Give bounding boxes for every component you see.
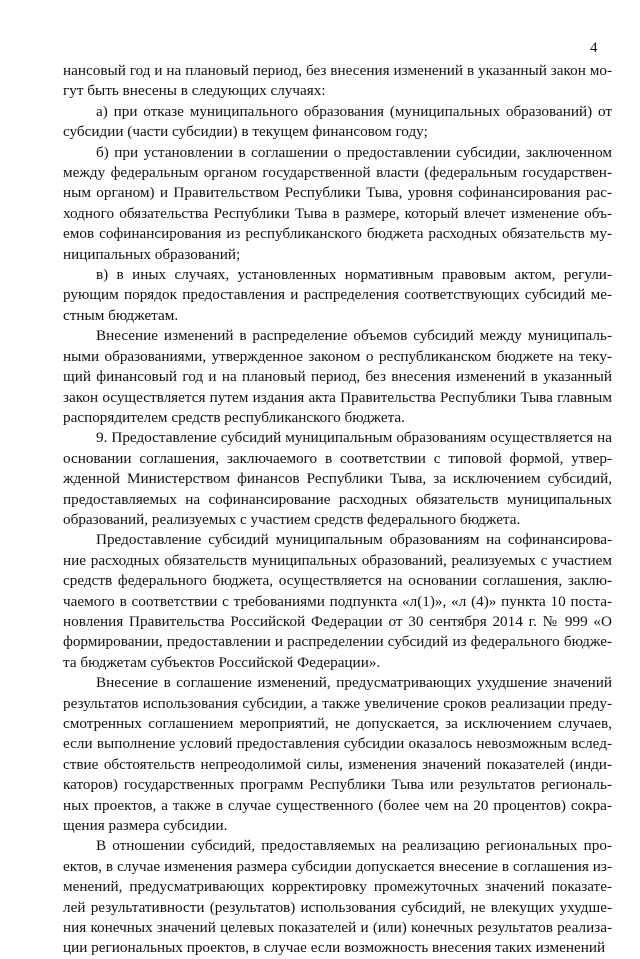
paragraph-federal-cofinancing: Предоставление субсидий муниципальным образованиям на софинансирование расходных обязательств муниципальных образований, реализуемых с участием средств федерального бюджета, осуществляется на основании соглашения, заключаемого в соответствии с требованиями подпункта «л(1)», «л (4)» пункта 10 постановления Правительства Российской Федерации от 30 сентября 2014 г. № 999 «О формировании, предоставлении и распределении субсидий из федерального бюджета бюджетам субъектов Российской Федерации». xyxy=(63,531,612,671)
paragraph-item-b: б) при установлении в соглашении о предоставлении субсидии, заключенном между федеральным органом государственной власти (федеральным государственным органом) и Правительством Республики Тыва, уровня софинансирования расходного обязательства Республики Тыва в размере, который влечет изменение объемов софинансирования из республиканского бюджета расходных обязательств муниципальных образований; xyxy=(63,143,612,263)
document-body xyxy=(63,61,612,959)
paragraph-item-v: в) в иных случаях, установленных нормативным правовым актом, регулирующим порядок предоставления и распределения соответствующих субсидий местным бюджетам. xyxy=(63,266,612,324)
paragraph-clause-9: 9. Предоставление субсидий муниципальным образованиям осуществляется на основании соглашения, заключаемого в соответствии с типовой формой, утвержденной Министерством финансов Республики Тыва, за исключением субсидий, предоставляемых на софинансирование расходных обязательств муниципальных образований, реализуемых с участием средств федерального бюджета. xyxy=(63,429,612,528)
paragraph-distribution-changes: Внесение изменений в распределение объемов субсидий между муниципальными образованиями, утвержденное законом о республиканском бюджете на текущий финансовый год и на плановый период, без внесения изменений в указанный закон осуществляется путем издания акта Правительства Республики Тыва главным распорядителем средств республиканского бюджета. xyxy=(63,327,612,426)
paragraph-regional-projects: В отношении субсидий, предоставляемых на реализацию региональных проектов, в случае изменения размера субсидии допускается внесение в соглашения изменений, предусматривающих корректировку промежуточных значений показателей результативности (результатов) использования субсидий, не влекущих ухудшения конечных значений целевых показателей и (или) конечных результатов реализации региональных проектов, в случае если возможность внесения таких изменений xyxy=(63,837,612,957)
paragraph-continuation: нансовый год и на плановый период, без внесения изменений в указанный закон могут быть внесены в следующих случаях: xyxy=(63,62,612,100)
page-number: 4 xyxy=(590,40,598,56)
paragraph-agreement-amendments: Внесение в соглашение изменений, предусматривающих ухудшение значений результатов использования субсидии, а также увеличение сроков реализации предусмотренных соглашением мероприятий, не допускается, за исключением случаев, если выполнение условий предоставления субсидии оказалось невозможным вследствие обстоятельств непреодолимой силы, изменения значений показателей (индикаторов) государственных программ Республики Тыва или результатов региональных проектов, а также в случае существенного (более чем на 20 процентов) сокращения размера субсидии. xyxy=(63,674,612,835)
paragraph-item-a: а) при отказе муниципального образования (муниципальных образований) от субсидии (части субсидии) в текущем финансовом году; xyxy=(63,102,612,141)
